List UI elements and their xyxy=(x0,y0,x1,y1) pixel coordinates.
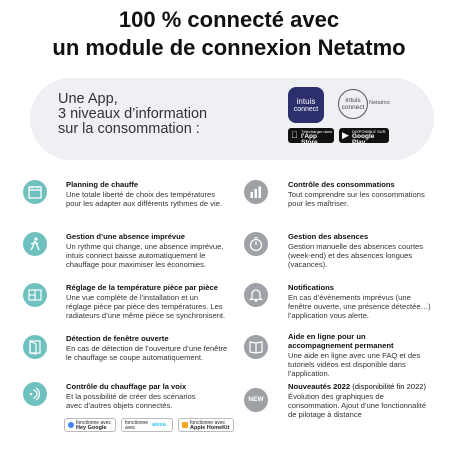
feature-desc: En cas d’évènements imprévus (une fenêtre ouverte, une présence détectée…) l’application vous alerte. xyxy=(288,293,431,320)
feature-title: Aide en ligne pour un accompagnement permanent xyxy=(288,332,394,350)
app-banner xyxy=(30,78,434,160)
feature-title: Gestion des absences xyxy=(288,232,369,241)
google-assistant-icon xyxy=(68,422,74,428)
headline-line-1: 100 % connecté avec xyxy=(118,7,340,32)
new-badge-icon: NEW xyxy=(244,388,268,412)
alexa-badge: fonctionne avec alexa xyxy=(121,418,173,432)
feature-title: Nouveautés 2022 (disponibilité fin 2022) xyxy=(288,382,427,391)
banner-line-3: sur la consommation : xyxy=(58,121,200,137)
banner-line-2: 3 niveaux d’information xyxy=(58,106,208,122)
feature-title: Détection de fenêtre ouverte xyxy=(66,334,169,343)
feature-desc: Une totale liberté de choix des températures pour les adapter aux différents rythmes de vie. xyxy=(66,190,223,208)
timer-icon xyxy=(244,232,268,256)
apple-homekit-badge: fonctionne avec Apple HomeKit xyxy=(178,418,234,432)
intuis-connect-app-icon: intuis connect xyxy=(288,87,324,123)
feature-title: Gestion d’une absence imprévue xyxy=(66,232,186,241)
feature-desc: Évolution des graphiques de consommation. Ajout d’une fonctionnalité de pilotage à distance xyxy=(288,392,427,419)
consumption-chart-icon xyxy=(244,180,268,204)
calendar-icon xyxy=(23,180,47,204)
walking-person-icon xyxy=(23,232,47,256)
hey-google-badge: fonctionne avec Hey Google xyxy=(64,418,116,432)
feature-desc: Une aide en ligne avec une FAQ et des tutoriels vidéos est disponible dans l’application. xyxy=(288,351,421,378)
banner-text xyxy=(58,92,207,137)
voice-icon xyxy=(23,382,47,406)
alexa-logo: alexa xyxy=(152,422,166,428)
book-icon xyxy=(244,335,268,359)
floor-plan-icon xyxy=(23,283,47,307)
intuis-netatmo-logo xyxy=(338,88,402,122)
feature-title: Contrôle des consommations xyxy=(288,180,395,189)
feature-desc: En cas de détection de l’ouverture d’une fenêtre le chauffage se coupe automatiquement. xyxy=(66,344,228,362)
feature-desc: Une vue complète de l’installation et un réglage pièce par pièce des températures. Les radiateurs d’une même pièce se synchronisent. xyxy=(66,293,226,320)
play-icon: ▶ xyxy=(342,130,349,140)
feature-title: Contrôle du chauffage par la voix xyxy=(66,382,187,391)
apple-icon xyxy=(291,130,298,141)
feature-desc: Un rythme qui change, une absence imprévue, intuis connect baisse automatiquement le chauffage pour maximiser les économies. xyxy=(66,242,224,269)
headline-line-2: un module de connexion Netatmo xyxy=(52,35,406,60)
netatmo-label: Netatmo xyxy=(369,100,390,106)
app-store-badge[interactable]: Télécharger dans l'App Store xyxy=(288,128,334,143)
feature-title: Notifications xyxy=(288,283,334,292)
feature-title: Planning de chauffe xyxy=(66,180,139,189)
google-play-badge[interactable]: ▶ DISPONIBLE SUR Google Play xyxy=(339,128,389,143)
headline xyxy=(0,6,458,62)
feature-desc: Tout comprendre sur les consommations pour les maîtriser. xyxy=(288,190,425,208)
feature-desc: Et la possibilité de créer des scénarios avec d’autres objets connectés. xyxy=(66,392,196,410)
homekit-icon xyxy=(182,422,188,428)
feature-title: Réglage de la température pièce par pièce xyxy=(66,283,218,292)
bell-icon xyxy=(244,283,268,307)
feature-desc: Gestion manuelle des absences courtes (week-end) et des absences longues (vacances). xyxy=(288,242,424,269)
window-icon xyxy=(23,335,47,359)
intuis-logo-circle: intuis connect xyxy=(338,89,368,119)
banner-line-1: Une App, xyxy=(58,91,118,107)
